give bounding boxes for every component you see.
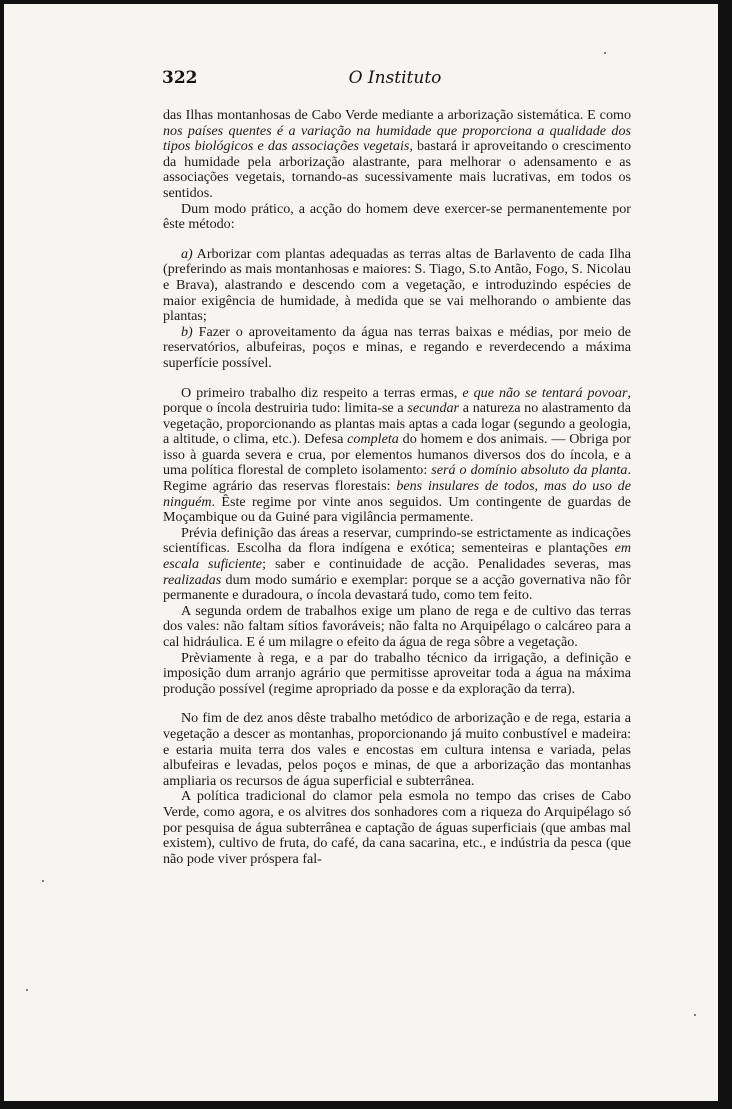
italic-phrase: completa [347, 431, 399, 448]
text-run: a natureza no alastramento da vegetação, proporcionando as plantas mais aptas a cada logar (segundo a geologia, a altitude, o clima, etc.). Defesa [163, 400, 631, 448]
paragraph-area-definition [163, 526, 631, 604]
text-run: A segunda ordem de trabalhos exige um plano de rega e de cultivo das terras dos vales: não faltam sítios favoráveis; não falta no Arquipélago o calcáreo para a cal hidráulica. E é um milagre o efeito da água de rega sôbre a vegetação. [163, 602, 631, 650]
text-run: , bastará ir aproveitando o crescimento da humidade pela arborização alastrante, para melhorar o adensamento e as associações vegetais, tornando-as sucessivamente mais lucrativas, em todos os sentidos. [163, 138, 631, 201]
paragraph-traditional-policy [163, 789, 631, 867]
scan-speck [604, 52, 606, 54]
italic-phrase: nos países quentes é a variação na humidade que proporciona a qualidade dos tipos biológicos e das associações vegetais [163, 122, 631, 155]
text-run: Arborizar com plantas adequadas as terras altas de Barlavento de cada Ilha (preferindo as mais montanhosas e maiores: S. Tiago, S.to Antão, Fogo, S. Nicolau e Brava), alastrando e descendo com a vegetação, e introduzindo espécies de maior exigência de humidade, à medida que se vai melhorando o ambiente das plantas; [163, 245, 631, 325]
paragraph-method-intro [163, 202, 631, 233]
scan-speck [42, 880, 44, 882]
italic-phrase: será o domínio absoluto da planta [431, 462, 628, 479]
text-run: das Ilhas montanhosas de Cabo Verde mediante a arborização sistemática. E como [163, 107, 631, 123]
text-run: dum modo sumário e exemplar: porque se a acção governativa não fôr permanente e duradoura, o íncola devastará tudo, como tem feito. [163, 571, 631, 604]
scan-speck [26, 989, 28, 991]
text-run: No fim de dez anos dêste trabalho metódico de arborização e de rega, estaria a vegetação a descer as montanhas, proporcionando já muito conbustível e madeira: e estaria muita terra dos vales e encostas em cultura intensa e variada, pelas albufeiras e levadas, pelos poços e minas, de que a arborização das montanhas ampliaria os recursos de água superficial e subterrânea. [163, 710, 631, 789]
paragraph-ten-years [163, 711, 631, 789]
paragraph-continuation [163, 108, 631, 202]
body-text [163, 108, 631, 867]
running-title: O Instituto [348, 68, 442, 88]
scan-speck [694, 1014, 696, 1016]
list-item-a [163, 247, 631, 325]
page-header [162, 68, 628, 90]
page-number: 322 [162, 68, 198, 88]
paragraph-prior-irrigation [163, 651, 631, 698]
italic-phrase: e que não se tentará povoar [462, 384, 628, 401]
text-run: Prèviamente à rega, e a par do trabalho técnico da irrigação, a definição e imposição dum arranjo agrário que permitisse aproveitar toda a água na máxima produção possível (regime apropriado da posse e da exploração da terra). [163, 649, 631, 697]
text-run: A política tradicional do clamor pela esmola no tempo das crises de Cabo Verde, como agora, e os alvitres dos sonhadores com a riqueza do Arquipélago só por pesquisa de água subterrânea e captação de águas superficiais (que ambas mal existem), cultivo de fruta, do café, da cana sacarina, etc., e indústria da pesca (que não pode viver próspera fal- [163, 788, 631, 867]
text-run: . Regime agrário das reservas florestais: [163, 462, 632, 495]
italic-phrase: secundar [407, 400, 460, 417]
italic-phrase: realizadas [163, 571, 222, 588]
text-run: Fazer o aproveitamento da água nas terras baixas e médias, por meio de reservatórios, albufeiras, poços e minas, e regando e reverdecendo a máxima superfície possível. [163, 323, 631, 371]
text-run: do homem e dos animais. — Obriga por isso à guarda severa e crua, por elementos humanos diversos dos do íncola, e a uma política florestal de completo isolamento: [163, 431, 631, 479]
paragraph-second-order [163, 604, 631, 651]
text-run: , porque o íncola destruiria tudo: limita-se a [163, 384, 631, 417]
text-run: Prévia definição das áreas a reservar, cumprindo-se estrictamente as indicações scientíficas. Escolha da flora indígena e exótica; sementeiras e plantações [163, 524, 631, 557]
italic-phrase: bens insulares de todos, mas do uso de ninguém [163, 478, 631, 510]
italic-phrase: em escala suficiente [163, 540, 631, 573]
text-run: O primeiro trabalho diz respeito a terras ermas, [181, 384, 463, 401]
text-run: ; saber e continuidade de acção. Penalidades severas, mas [262, 556, 631, 573]
text-run: Dum modo prático, a acção do homem deve exercer-se permanentemente por êste método: [163, 200, 631, 233]
text-run: . Êste regime por vinte anos seguidos. Um contingente de guardas de Moçambique ou da Guiné para vigilância permamente. [163, 493, 631, 526]
italic-phrase: a) [181, 245, 193, 262]
list-item-b [163, 325, 631, 372]
italic-phrase: b) [181, 323, 193, 340]
paragraph-first-work [163, 386, 631, 526]
